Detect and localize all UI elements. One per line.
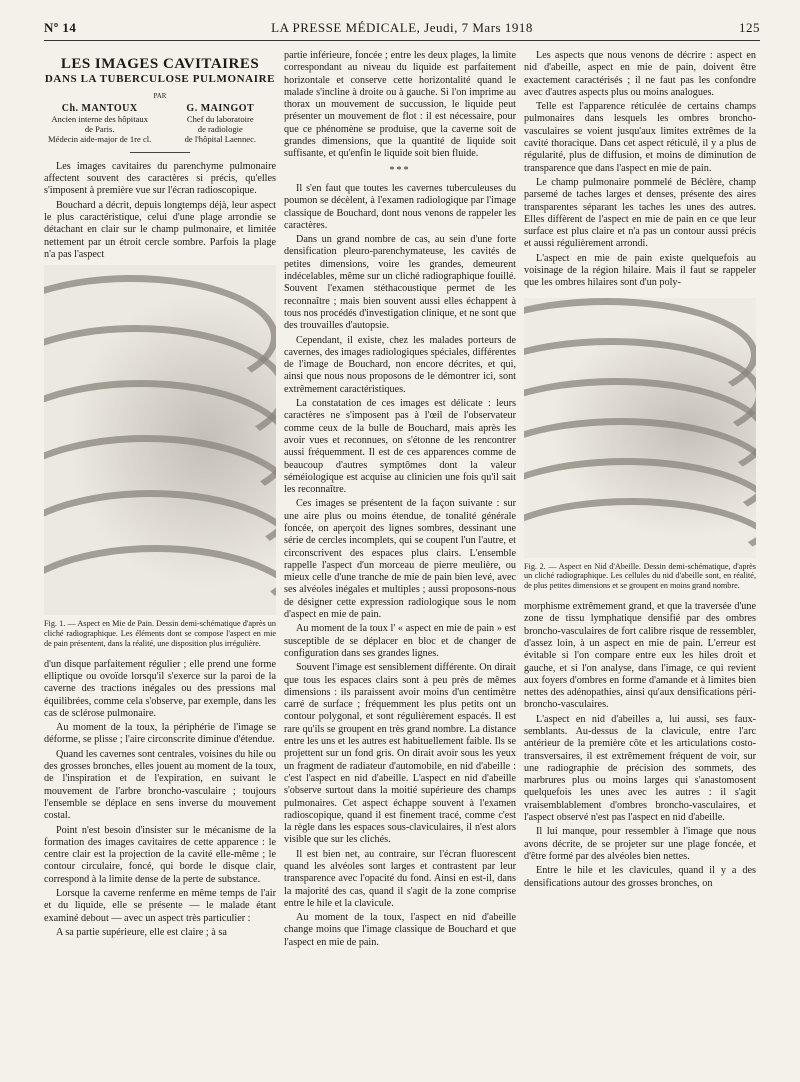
paragraph: Souvent l'image est sensiblement différente. On dirait que tous les espaces clairs sont à peu près de mêmes dimensions : ils paraissent avoir moins d'un centimètre carré de surface ; fréquemment les plus petits ont un contour polygonal, et sont régulièrement espacés. Il est rare qu'ils se groupent en très grand nombre. La distance entre les uns et les autres est habituellement faible. Ils se projettent sur un fond gris. On dirait avoir sous les yeux un fragment de radiateur d'automobile, en nid d'abeille : c'est l'aspect en nid d'abeille. L'aspect en nid d'abeille s'observe surtout dans la moitié supérieure des champs pulmonaires. Cet aspect échappe souvent à l'examen radioscopique, quand il est finement tracé, comme c'est la règle dans les espaces sous-claviculaires, il n'est alors visible que sur les clichés. xyxy=(284,662,516,846)
paragraph: Telle est l'apparence réticulée de certains champs pulmonaires dans lesquels les ombres broncho-vasculaires se voient jusqu'aux limites extrêmes de la cavité thoracique. Dans cet aspect réticulé, il y a plus de régularité, plus de diffusion, et moins de diminution de transparence que dans l'aspect en mie de pain. xyxy=(524,101,756,174)
paragraph: Au moment de la toux, l'aspect en nid d'abeille change moins que l'image classique de Bouchard et que l'aspect en mie de pain. xyxy=(284,912,516,948)
column-1 xyxy=(44,50,276,941)
paragraph: Au moment de la toux, la périphérie de l'image se déforme, se plisse ; l'aire circonscrite diminue d'étendue. xyxy=(44,722,276,746)
article-title: LES IMAGES CAVITAIRES xyxy=(60,56,260,72)
page-header xyxy=(44,18,760,41)
figure-2-image xyxy=(524,298,756,558)
author-affiliation: de Paris. xyxy=(84,123,115,134)
paragraph: d'un disque parfaitement régulier ; elle prend une forme elliptique ou ovoïde lorsqu'il s'exerce sur la paroi de la caverne des tractions inégales ou des pressions mal équilibrées, comme cela s'observe, par exemple, dans les cas de sclérose pulmonaire. xyxy=(44,658,276,719)
paragraph: Ces images se présentent de la façon suivante : sur une aire plus ou moins étendue, de tonalité générale foncée, on aperçoit des lignes sombres, dessinant une série de cercles incomplets, qui se coupent l'un l'autre, et circonscrivent des espaces plus clairs. L'ensemble rappelle l'aspect d'un morceau de pierre meulière, ou mieux celle d'une tranche de mie de pain bien levé, avec ses alvéoles inégales et multiples ; aussi proposons-nous de désigner cette expression radiologique sous le nom d'aspect en mie de pain. xyxy=(284,498,516,621)
paragraph: Entre le hile et les clavicules, quand il y a des densifications autour des grosses bronches, on xyxy=(524,865,756,889)
paragraph: Lorsque la caverne renferme en même temps de l'air et du liquide, elle se présente — le malade étant examiné debout — avec un aspect très particulier : xyxy=(44,888,276,924)
paragraph: Il est bien net, au contraire, sur l'écran fluorescent quand les alvéoles sont larges et contrastent par leur transparence avec l'opacité du fond. Ainsi en est-il, dans la majorité des cas, quand il s'agit de la zone comprise entre le hile et la clavicule. xyxy=(284,848,516,909)
paragraph: Bouchard a décrit, depuis longtemps déjà, leur aspect le plus caractéristique, celui d'une plage arrondie se détachant en clair sur le champ pulmonaire, et limitée nettement par un étroit cercle sombre. Parfois la plage n'a pas l'aspect xyxy=(44,199,276,260)
author-affiliation: Ancien interne des hôpitaux xyxy=(51,113,148,124)
author-affiliation: Médecin aide-major de 1re cl. xyxy=(48,133,152,144)
paragraph: morphisme extrêmement grand, et que la traversée d'une zone de tissu lymphatique densifié par des ombres broncho-vasculaires de fort calibre risque de ressembler, d'assez loin, à un aspect en mie de pain. L'erreur est évitable si l'on compare entre eux les hiles droit et gauche, et si l'on analyse, dans l'image, ce qui revient aux foyers d'ombres en forme d'amande et à limites bien nettes des adénopathies, ainsi qu'aux densifications péri-broncho-vasculaires. xyxy=(524,601,756,711)
paragraph: Au moment de la toux l' « aspect en mie de pain » est susceptible de se déplacer en bloc et de changer de configuration dans ses grandes lignes. xyxy=(284,623,516,659)
author-name: G. MAINGOT xyxy=(186,102,255,114)
author-affiliation: de radiologie xyxy=(197,123,243,134)
article-subtitle: DANS LA TUBERCULOSE PULMONAIRE xyxy=(44,73,276,86)
paragraph: Il s'en faut que toutes les cavernes tuberculeuses du poumon se décèlent, à l'examen radiologique par l'image classique de Bouchard, dont nous venons de rappeler les caractères. xyxy=(284,182,516,231)
paragraph: La constatation de ces images est délicate : leurs caractères ne s'imposent pas à l'œil de l'observateur comme ceux de la bulle de Bouchard, mais après les avoir vues et reconnues, on s'étonne de les rencontrer aussi fréquemment. Il est de ces apparences comme de beaucoup d'autres symptômes dont la valeur séméiologique est acquise au clinicien une fois qu'il sait les reconnaître. xyxy=(284,398,516,496)
section-separator: *** xyxy=(389,164,411,176)
paragraph: A sa partie supérieure, elle est claire ; à sa xyxy=(56,926,227,938)
author-affiliation: de l'hôpital Laennec. xyxy=(184,133,257,144)
paragraph: Le champ pulmonaire pommelé de Béclère, champ parsemé de taches larges et denses, présente des aires transparentes séparant les taches les unes des autres. Elles diffèrent de l'aspect en mie de pain en ce que leur surface est plus claire et n'a pas un contour aussi précis et aussi régulièrement arrondi. xyxy=(524,176,756,250)
paragraph: Les images cavitaires du parenchyme pulmonaire affectent souvent des caractères si précis, qu'elles s'imposent à première vue sur l'écran radioscopique. xyxy=(44,160,276,197)
figure-1-image xyxy=(44,265,276,615)
issue-number: Nº 14 xyxy=(44,20,77,35)
paragraph: Quand les cavernes sont centrales, voisines du hile ou des grosses bronches, elles jouent au moment de la toux, de l'inspiration et de l'expiration, en suivant le mouvement de l'arbre broncho-vasculaire ; toujours l'ensemble se déplace en sens inverse du mouvement costal. xyxy=(44,748,276,822)
paragraph: partie inférieure, foncée ; entre les deux plages, la limite correspondant au niveau du liquide est parfaitement horizontale et conserve cette horizontalité quand le malade s'incline à droite ou à gauche. Si l'on imprime au thorax un mouvement de succussion, le liquide peut présenter un mouvement de flot : il est nécessaire, pour que ce phénomène se produise, que la caverne soit de grandes dimensions, que la quantité de liquide soit suffisante, et qu'enfin le liquide soit bien fluide. xyxy=(284,50,516,160)
column-3 xyxy=(524,50,756,892)
figure-1-caption: Fig. 1. — Aspect en Mie de Pain. Dessin demi-schématique d'après un cliché radiographique. Les éléments dont se compose l'aspect en mie de pain présentent, dans la réalité, une disposition plus irrégulière. xyxy=(44,619,276,648)
paragraph: Les aspects que nous venons de décrire : aspect en nid d'abeille, aspect en mie de pain, doivent être exactement caractérisés ; il ne faut pas les confondre avec d'autres aspects plus ou moins analogues. xyxy=(524,50,756,98)
paragraph: Point n'est besoin d'insister sur le mécanisme de la formation des images cavitaires de cette apparence : le centre clair est la projection de la cavité elle-même ; le contour circulaire, foncé, qui borde le disque clair, correspond à la limite dense de la perte de substance. xyxy=(44,824,276,885)
divider xyxy=(130,152,190,153)
paragraph: Cependant, il existe, chez les malades porteurs de cavernes, des images radiologiques spéciales, différentes de l'image de Bouchard, non encore décrites, et qui, ainsi que nous nous proposons de le démontrer ici, sont extrêmement caractéristiques. xyxy=(284,334,516,395)
paragraph: L'aspect en nid d'abeilles a, lui aussi, ses faux-semblants. Au-dessus de la clavicule, entre l'arc antérieur de la première côte et les articulations costo-transversaires, il est extrêmement fréquent de voir, sur une radiographie de précision des sommets, des marbrures plus ou moins larges qui s'anastomosent quelquefois les unes avec les autres : il s'agit vraisemblablement d'ombres broncho-vasculaires, et l'aspect observé n'est pas l'aspect en nid d'abeille. xyxy=(524,713,756,824)
authors xyxy=(44,104,276,144)
page-number: 125 xyxy=(739,20,760,35)
author-2 xyxy=(165,104,276,144)
figure-2-caption: Fig. 2. — Aspect en Nid d'Abeille. Dessin demi-schématique, d'après un cliché radiographique. Les cellules du nid d'abeille sont, en réalité, de plus petites dimensions et se groupent en moins grand nombre. xyxy=(524,561,756,591)
paragraph: Dans un grand nombre de cas, au sein d'une forte densification pleuro-parenchymateuse, les cavités de petites dimensions, voire les grandes, demeurent indécelables, même sur un cliché radiographique fouillé. Souvent l'examen stéthacoustique permet de les reconnaître ; mais bien souvent aussi elles échappent à tous nos procédés d'investigation clinique, et ne sont que des trouvailles d'autopsie. xyxy=(284,234,516,332)
author-affiliation: Chef du laboratoire xyxy=(186,113,254,124)
column-2 xyxy=(284,50,516,951)
journal-title: LA PRESSE MÉDICALE, Jeudi, 7 Mars 1918 xyxy=(271,20,533,35)
author-1 xyxy=(44,104,155,144)
rib-shadow xyxy=(44,545,276,615)
by-line: PAR xyxy=(153,91,167,100)
paragraph: Il lui manque, pour ressembler à l'image que nous avons décrite, de se projeter sur une plage foncée, et d'être formé par des alvéoles bien nettes. xyxy=(524,826,756,862)
paragraph: L'aspect en mie de pain existe quelquefois au voisinage de la région hilaire. Mais il faut se rappeler que les ombres hilaires sont d'un poly- xyxy=(524,252,756,289)
author-name: Ch. MANTOUX xyxy=(61,102,138,114)
